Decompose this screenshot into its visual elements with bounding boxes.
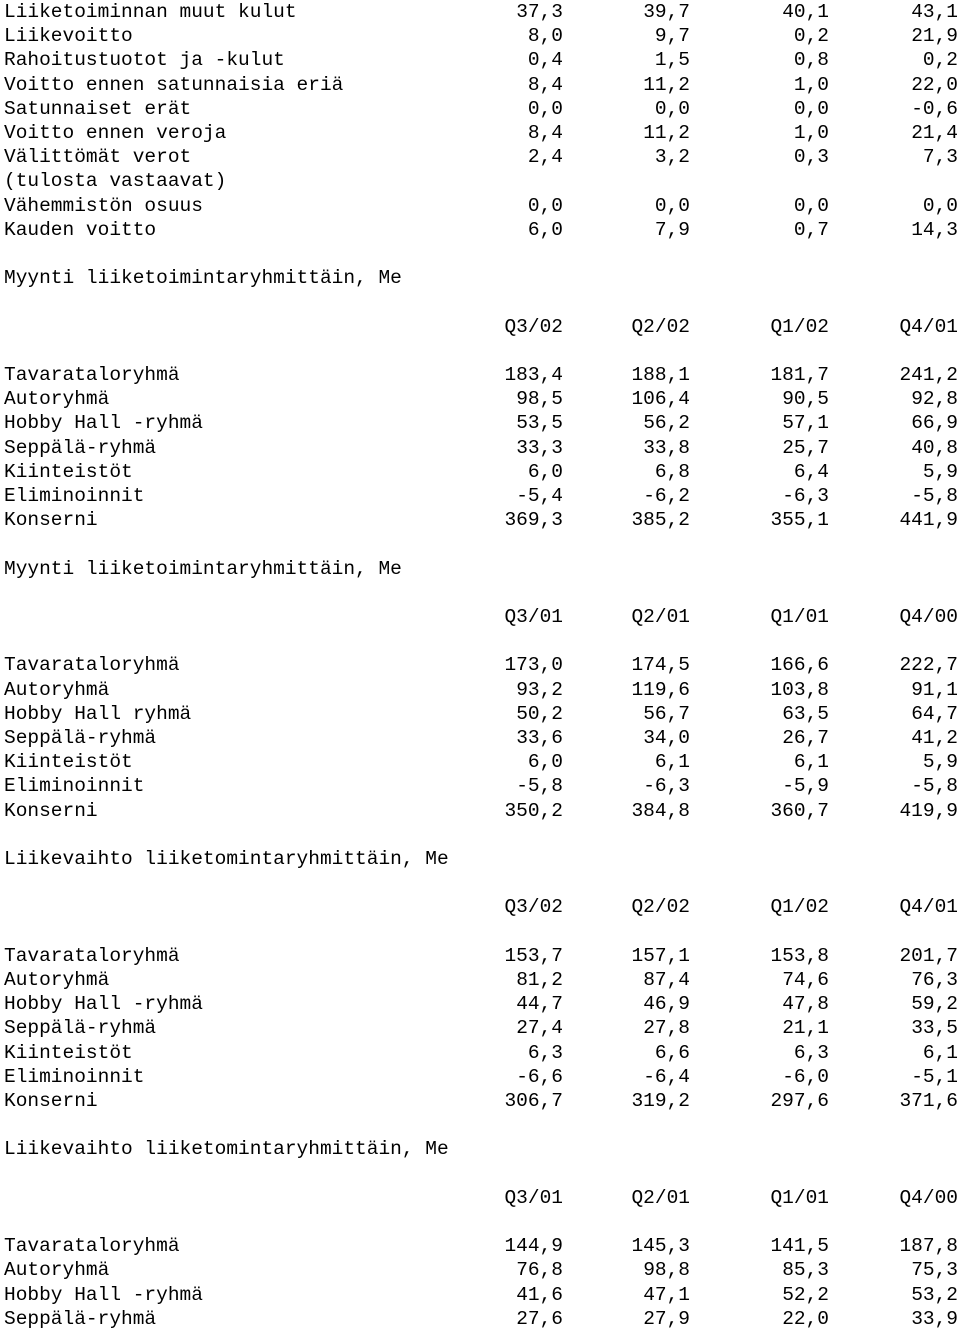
cell-value: 371,6	[899, 1090, 958, 1112]
cell-value: 76,3	[911, 969, 958, 991]
table-row	[0, 387, 960, 411]
row-label: Satunnaiset erät	[4, 97, 192, 120]
cell-value: 0,2	[793, 25, 829, 48]
cell-value: 319,2	[631, 1090, 690, 1112]
cell-value: 59,2	[911, 993, 958, 1016]
table-row	[0, 0, 960, 24]
table-row	[0, 653, 960, 677]
table-row	[0, 460, 960, 484]
cell-value: 39,7	[643, 1, 690, 23]
row-label: Eliminoinnit	[4, 775, 145, 798]
cell-value: 6,3	[793, 1041, 829, 1064]
cell-value: 119,6	[631, 678, 690, 701]
section-title: Liikevaihto liiketomintaryhmittäin, Me	[4, 1138, 449, 1161]
row-label: Seppälä-ryhmä	[4, 1307, 157, 1330]
column-header: Q2/02	[631, 896, 690, 919]
table-row	[0, 411, 960, 435]
cell-value: 6,1	[793, 751, 829, 774]
cell-value: 306,7	[504, 1090, 563, 1112]
cell-value: 222,7	[899, 654, 958, 677]
cell-value: 6,0	[527, 218, 563, 241]
cell-value: 350,2	[504, 799, 563, 822]
row-label: Voitto ennen satunnaisia eriä	[4, 73, 344, 96]
cell-value: 76,8	[516, 1259, 563, 1282]
column-header: Q4/01	[899, 896, 958, 919]
table-row	[0, 799, 960, 823]
cell-value: 21,1	[782, 1017, 829, 1040]
column-header: Q1/02	[770, 896, 829, 919]
table-header-row	[0, 895, 960, 919]
cell-value: -5,1	[911, 1065, 958, 1088]
cell-value: 174,5	[631, 654, 690, 677]
cell-value: 145,3	[631, 1235, 690, 1258]
row-label: Kiinteistöt	[4, 751, 133, 774]
cell-value: 6,1	[922, 1041, 958, 1064]
column-header: Q1/02	[770, 315, 829, 338]
cell-value: 46,9	[643, 993, 690, 1016]
cell-value: 6,4	[793, 460, 829, 483]
table-title	[0, 266, 960, 290]
cell-value: 355,1	[770, 509, 829, 532]
column-header: Q1/01	[770, 606, 829, 628]
cell-value: -6,0	[782, 1065, 829, 1088]
cell-value: -5,8	[911, 485, 958, 507]
cell-value: 74,6	[782, 969, 829, 991]
cell-value: 40,8	[911, 436, 958, 459]
cell-value: 6,0	[527, 460, 563, 483]
table-row	[0, 726, 960, 750]
column-header: Q3/02	[504, 315, 563, 338]
row-label: Hobby Hall ryhmä	[4, 702, 192, 725]
row-label: Autoryhmä	[4, 1259, 110, 1282]
cell-value: 6,0	[527, 751, 563, 774]
row-label: Konserni	[4, 509, 98, 532]
cell-value: 0,0	[793, 194, 829, 217]
cell-value: 7,9	[654, 218, 690, 241]
cell-value: 75,3	[911, 1259, 958, 1282]
table-row	[0, 1041, 960, 1065]
table-row	[0, 436, 960, 460]
row-label: Autoryhmä	[4, 969, 110, 991]
table-row	[0, 1258, 960, 1282]
cell-value: 22,0	[911, 73, 958, 96]
row-label: Tavarataloryhmä	[4, 944, 180, 967]
cell-value: 33,9	[911, 1307, 958, 1330]
cell-value: 63,5	[782, 702, 829, 725]
column-header: Q3/01	[504, 1186, 563, 1209]
cell-value: 183,4	[504, 364, 563, 386]
cell-value: 66,9	[911, 412, 958, 435]
cell-value: 0,0	[793, 97, 829, 120]
cell-value: 25,7	[782, 436, 829, 459]
cell-value: 40,1	[782, 1, 829, 23]
cell-value: 3,2	[654, 146, 690, 169]
row-label: Kauden voitto	[4, 218, 157, 241]
row-label: Kiinteistöt	[4, 1041, 133, 1064]
section-title: Liikevaihto liiketomintaryhmittäin, Me	[4, 848, 449, 870]
cell-value: 93,2	[516, 678, 563, 701]
cell-value: 0,0	[654, 97, 690, 120]
cell-value: 33,3	[516, 436, 563, 459]
cell-value: -6,3	[643, 775, 690, 798]
cell-value: 0,2	[922, 49, 958, 72]
row-label: Seppälä-ryhmä	[4, 727, 157, 749]
table-row	[0, 145, 960, 169]
cell-value: -5,4	[516, 485, 563, 507]
cell-value: 166,6	[770, 654, 829, 677]
cell-value: 0,0	[922, 194, 958, 217]
row-label: Eliminoinnit	[4, 1065, 145, 1088]
cell-value: 21,9	[911, 25, 958, 48]
cell-value: -6,2	[643, 485, 690, 507]
cell-value: 153,8	[770, 944, 829, 967]
table-title	[0, 1137, 960, 1161]
column-header: Q4/00	[899, 1186, 958, 1209]
cell-value: 26,7	[782, 727, 829, 749]
cell-value: 22,0	[782, 1307, 829, 1330]
column-header: Q3/01	[504, 606, 563, 628]
row-label: (tulosta vastaavat)	[4, 170, 227, 193]
cell-value: 33,6	[516, 727, 563, 749]
cell-value: 187,8	[899, 1235, 958, 1258]
row-label: Liikevoitto	[4, 25, 133, 48]
row-label: Tavarataloryhmä	[4, 1235, 180, 1258]
table-row	[0, 1016, 960, 1040]
cell-value: 0,0	[654, 194, 690, 217]
cell-value: 56,2	[643, 412, 690, 435]
cell-value: 37,3	[516, 1, 563, 23]
table-title	[0, 557, 960, 581]
cell-value: 1,0	[793, 73, 829, 96]
cell-value: 47,1	[643, 1283, 690, 1306]
table-row	[0, 97, 960, 121]
table-row	[0, 774, 960, 798]
cell-value: 0,3	[793, 146, 829, 169]
column-header: Q1/01	[770, 1186, 829, 1209]
cell-value: -6,3	[782, 485, 829, 507]
table-row	[0, 218, 960, 242]
cell-value: 419,9	[899, 799, 958, 822]
cell-value: 0,7	[793, 218, 829, 241]
row-label: Hobby Hall -ryhmä	[4, 993, 203, 1016]
column-header: Q4/01	[899, 315, 958, 338]
table-header-row	[0, 1186, 960, 1210]
row-label: Eliminoinnit	[4, 485, 145, 507]
table-title	[0, 847, 960, 871]
cell-value: 14,3	[911, 218, 958, 241]
table-header-row	[0, 315, 960, 339]
table-row	[0, 968, 960, 992]
cell-value: 8,0	[527, 25, 563, 48]
column-header: Q3/02	[504, 896, 563, 919]
cell-value: 53,2	[911, 1283, 958, 1306]
cell-value: -6,6	[516, 1065, 563, 1088]
cell-value: 201,7	[899, 944, 958, 967]
column-header: Q4/00	[899, 606, 958, 628]
row-label: Voitto ennen veroja	[4, 122, 227, 144]
cell-value: 103,8	[770, 678, 829, 701]
cell-value: 98,5	[516, 388, 563, 411]
cell-value: 87,4	[643, 969, 690, 991]
cell-value: 385,2	[631, 509, 690, 532]
table-row	[0, 750, 960, 774]
row-label: Välittömät verot	[4, 146, 192, 169]
row-label: Konserni	[4, 1090, 98, 1112]
row-label: Rahoitustuotot ja -kulut	[4, 49, 285, 72]
cell-value: 57,1	[782, 412, 829, 435]
cell-value: 0,0	[527, 97, 563, 120]
cell-value: 144,9	[504, 1235, 563, 1258]
column-header: Q2/02	[631, 315, 690, 338]
cell-value: 0,4	[527, 49, 563, 72]
cell-value: 5,9	[922, 751, 958, 774]
table-row	[0, 169, 960, 193]
table-row	[0, 1307, 960, 1331]
cell-value: 106,4	[631, 388, 690, 411]
row-label: Tavarataloryhmä	[4, 654, 180, 677]
cell-value: 1,5	[654, 49, 690, 72]
cell-value: -0,6	[911, 97, 958, 120]
row-label: Autoryhmä	[4, 388, 110, 411]
row-label: Hobby Hall -ryhmä	[4, 1283, 203, 1306]
cell-value: 47,8	[782, 993, 829, 1016]
cell-value: 6,3	[527, 1041, 563, 1064]
cell-value: 9,7	[654, 25, 690, 48]
cell-value: 5,9	[922, 460, 958, 483]
table-row	[0, 702, 960, 726]
column-header: Q2/01	[631, 606, 690, 628]
table-row	[0, 678, 960, 702]
cell-value: 173,0	[504, 654, 563, 677]
cell-value: 53,5	[516, 412, 563, 435]
cell-value: 44,7	[516, 993, 563, 1016]
table-row	[0, 24, 960, 48]
table-row	[0, 363, 960, 387]
cell-value: 41,2	[911, 727, 958, 749]
cell-value: 27,6	[516, 1307, 563, 1330]
cell-value: 153,7	[504, 944, 563, 967]
cell-value: 85,3	[782, 1259, 829, 1282]
cell-value: 27,9	[643, 1307, 690, 1330]
row-label: Liiketoiminnan muut kulut	[4, 1, 297, 23]
cell-value: 64,7	[911, 702, 958, 725]
column-header: Q2/01	[631, 1186, 690, 1209]
cell-value: 241,2	[899, 364, 958, 386]
cell-value: 8,4	[527, 73, 563, 96]
cell-value: 92,8	[911, 388, 958, 411]
cell-value: 8,4	[527, 122, 563, 144]
cell-value: 50,2	[516, 702, 563, 725]
table-row	[0, 992, 960, 1016]
table-row	[0, 944, 960, 968]
cell-value: 157,1	[631, 944, 690, 967]
cell-value: 41,6	[516, 1283, 563, 1306]
table-row	[0, 194, 960, 218]
cell-value: 11,2	[643, 73, 690, 96]
cell-value: 56,7	[643, 702, 690, 725]
cell-value: 43,1	[911, 1, 958, 23]
table-row	[0, 508, 960, 532]
cell-value: 0,0	[527, 194, 563, 217]
table-row	[0, 1234, 960, 1258]
row-label: Konserni	[4, 799, 98, 822]
cell-value: 11,2	[643, 122, 690, 144]
row-label: Autoryhmä	[4, 678, 110, 701]
cell-value: 98,8	[643, 1259, 690, 1282]
table-row	[0, 1283, 960, 1307]
cell-value: 27,4	[516, 1017, 563, 1040]
cell-value: 369,3	[504, 509, 563, 532]
table-row	[0, 484, 960, 508]
cell-value: 181,7	[770, 364, 829, 386]
row-label: Vähemmistön osuus	[4, 194, 203, 217]
table-row	[0, 1089, 960, 1113]
cell-value: 0,8	[793, 49, 829, 72]
cell-value: 2,4	[527, 146, 563, 169]
row-label: Seppälä-ryhmä	[4, 436, 157, 459]
row-label: Tavarataloryhmä	[4, 364, 180, 386]
cell-value: -5,8	[516, 775, 563, 798]
cell-value: 141,5	[770, 1235, 829, 1258]
cell-value: 1,0	[793, 122, 829, 144]
cell-value: 384,8	[631, 799, 690, 822]
cell-value: 297,6	[770, 1090, 829, 1112]
cell-value: -5,9	[782, 775, 829, 798]
cell-value: 6,1	[654, 751, 690, 774]
cell-value: 21,4	[911, 122, 958, 144]
cell-value: 81,2	[516, 969, 563, 991]
cell-value: 441,9	[899, 509, 958, 532]
cell-value: 33,5	[911, 1017, 958, 1040]
cell-value: -6,4	[643, 1065, 690, 1088]
table-header-row	[0, 605, 960, 629]
cell-value: 33,8	[643, 436, 690, 459]
row-label: Hobby Hall -ryhmä	[4, 412, 203, 435]
cell-value: 360,7	[770, 799, 829, 822]
section-title: Myynti liiketoimintaryhmittäin, Me	[4, 557, 402, 580]
table-row	[0, 121, 960, 145]
table-row	[0, 73, 960, 97]
row-label: Kiinteistöt	[4, 460, 133, 483]
cell-value: 52,2	[782, 1283, 829, 1306]
cell-value: 188,1	[631, 364, 690, 386]
cell-value: 90,5	[782, 388, 829, 411]
cell-value: 6,8	[654, 460, 690, 483]
cell-value: -5,8	[911, 775, 958, 798]
section-title: Myynti liiketoimintaryhmittäin, Me	[4, 267, 402, 290]
cell-value: 6,6	[654, 1041, 690, 1064]
cell-value: 34,0	[643, 727, 690, 749]
row-label: Seppälä-ryhmä	[4, 1017, 157, 1040]
cell-value: 7,3	[922, 146, 958, 169]
table-row	[0, 1065, 960, 1089]
cell-value: 27,8	[643, 1017, 690, 1040]
table-row	[0, 48, 960, 72]
cell-value: 91,1	[911, 678, 958, 701]
